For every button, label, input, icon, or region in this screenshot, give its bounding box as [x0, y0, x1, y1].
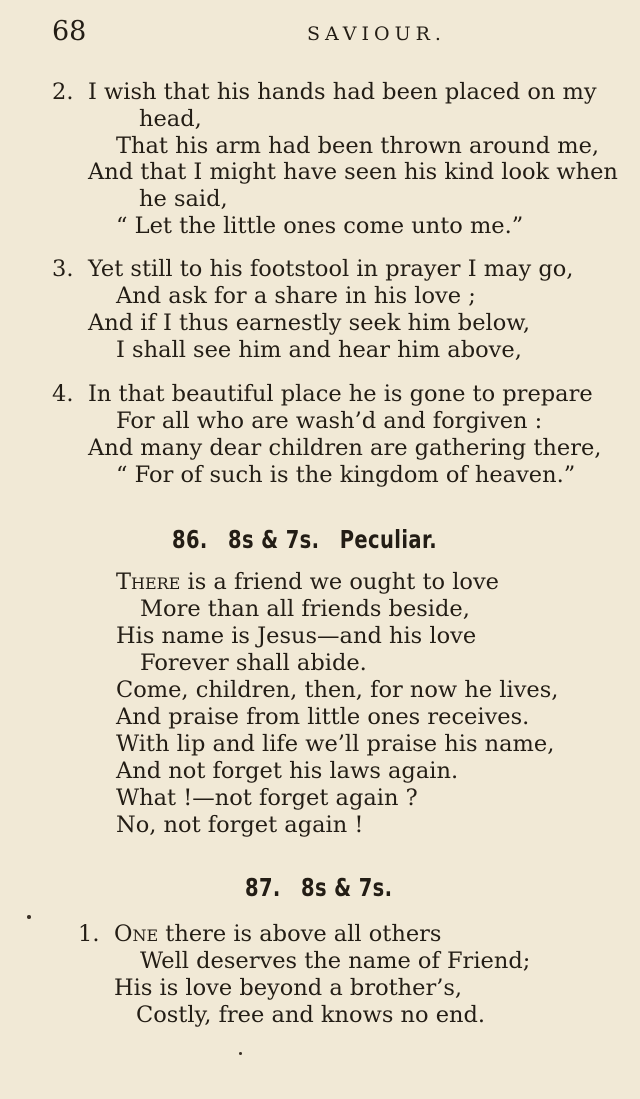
verse-line: And if I thus earnestly seek him below,: [88, 310, 531, 336]
stanza-number: 1.: [78, 921, 100, 947]
page-header: [52, 14, 622, 54]
verse-line: Well deserves the name of Friend;: [140, 948, 531, 974]
verse-line: Come, children, then, for now he lives,: [116, 677, 559, 703]
stanza-number: 4.: [52, 381, 74, 407]
verse-line: “ Let the little ones come unto me.”: [116, 213, 524, 239]
verse-line: [52, 256, 573, 283]
hymn-number: 86.: [172, 525, 208, 554]
hymn-number: 87.: [245, 873, 281, 902]
running-head: SAVIOUR.: [307, 23, 446, 45]
verse-line: For all who are wash’d and forgiven :: [116, 408, 543, 434]
hymn-86-heading: [172, 523, 457, 557]
verse-line: I shall see him and hear him above,: [116, 337, 522, 363]
verse-line: What !—not forget again ?: [116, 785, 418, 811]
hymn-meter: 8s & 7s.: [301, 873, 393, 902]
verse-line: And that I might have seen his kind look when: [88, 159, 618, 185]
verse-line: His is love beyond a brother’s,: [114, 975, 463, 1001]
verse-line: Costly, free and knows no end.: [136, 1002, 486, 1028]
paper-speck: [239, 1052, 242, 1055]
page-number: 68: [52, 16, 87, 47]
verse-line: head,: [139, 106, 202, 132]
first-word: There: [116, 569, 181, 595]
verse-line: “ For of such is the kingdom of heaven.”: [116, 462, 576, 488]
hymn-meter: 8s & 7s.: [228, 525, 320, 554]
verse-line: His name is Jesus—and his love: [116, 623, 477, 649]
first-word: One: [114, 921, 159, 947]
hymn-tune: Peculiar.: [339, 525, 437, 554]
verse-line: he said,: [139, 186, 228, 212]
verse-line: That his arm had been thrown around me,: [116, 133, 600, 159]
verse-line: [78, 921, 441, 948]
verse-text: there is above all others: [158, 921, 442, 947]
verse-line: Forever shall abide.: [140, 650, 367, 676]
verse-text: is a friend we ought to love: [180, 569, 499, 595]
verse-line: And praise from little ones receives.: [116, 704, 530, 730]
verse-line: [52, 381, 593, 408]
verse-text: I wish that his hands had been placed on my: [88, 79, 597, 105]
verse-line: More than all friends beside,: [140, 596, 470, 622]
verse-text: In that beautiful place he is gone to prepare: [88, 381, 593, 407]
verse-text: Yet still to his footstool in prayer I may go,: [88, 256, 574, 282]
verse-line: With lip and life we’ll praise his name,: [116, 731, 555, 757]
verse-line: [116, 569, 499, 596]
stanza-number: 3.: [52, 256, 74, 282]
verse-line: And not forget his laws again.: [116, 758, 459, 784]
hymn-87-heading: [245, 871, 413, 905]
verse-line: And ask for a share in his love ;: [116, 283, 476, 309]
verse-line: [52, 79, 597, 106]
stanza-number: 2.: [52, 79, 74, 105]
verse-line: No, not forget again !: [116, 812, 364, 838]
verse-line: And many dear children are gathering there,: [88, 435, 602, 461]
paper-speck: [27, 915, 31, 919]
